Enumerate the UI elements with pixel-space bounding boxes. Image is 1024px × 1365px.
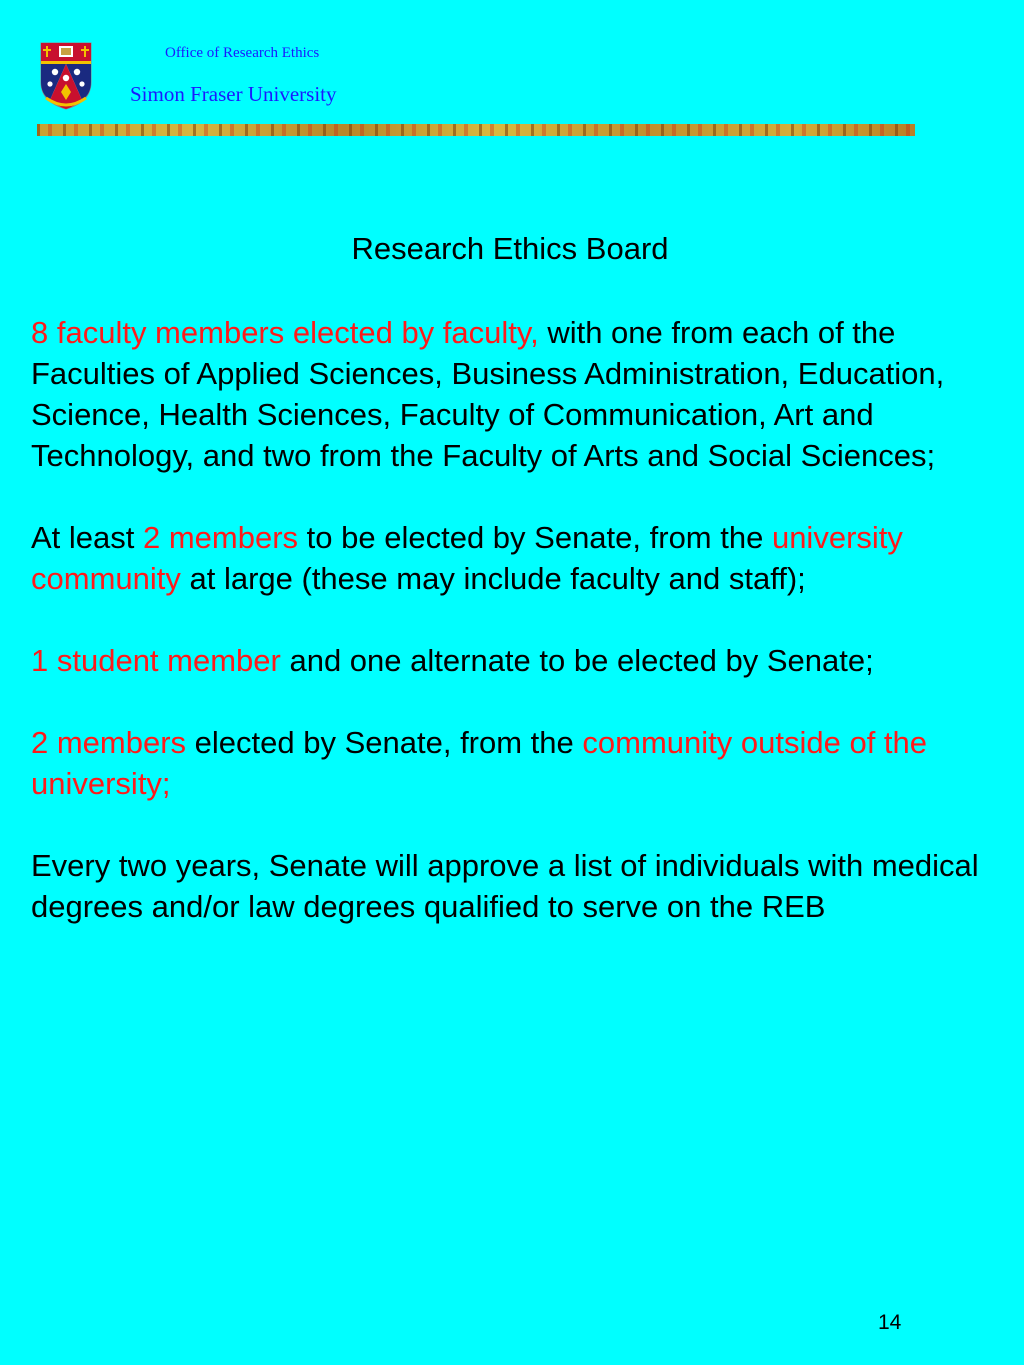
- decorative-banner-divider: [37, 124, 915, 136]
- faculty-members-highlight: 8 faculty members elected by faculty,: [31, 315, 539, 350]
- student-member-paragraph: [31, 640, 1001, 681]
- senate-text-part2: to be elected by Senate, from the: [298, 520, 772, 555]
- university-name: Simon Fraser University: [130, 82, 337, 106]
- senate-text-part3: at large (these may include faculty and staff);: [180, 561, 806, 596]
- outside-community-highlight: community outside of the university;: [31, 725, 928, 801]
- page-title: Research Ethics Board: [351, 231, 669, 266]
- university-community-highlight: university community: [31, 520, 903, 596]
- community-members-paragraph: [31, 722, 1001, 804]
- page-number: 14: [878, 1311, 902, 1334]
- senate-members-highlight: 2 members: [143, 520, 299, 555]
- faculty-members-text: with one from each of the Faculties of Applied Sciences, Business Administration, Education, Science, Health Sciences, Faculty of Communication, Art and Technology, and two from the Faculty of Arts and Social Sciences;: [31, 315, 945, 473]
- board-composition-text: [31, 312, 1001, 968]
- office-name: Office of Research Ethics: [165, 45, 320, 61]
- senate-text-part1: At least: [31, 520, 143, 555]
- senate-members-paragraph: [31, 517, 1001, 599]
- community-text-part1: elected by Senate, from the: [186, 725, 583, 760]
- student-member-text: and one alternate to be elected by Senate;: [280, 643, 874, 678]
- qualified-individuals-paragraph: Every two years, Senate will approve a list of individuals with medical degrees and/or law degrees qualified to serve on the REB: [31, 848, 979, 924]
- community-members-highlight: 2 members: [31, 725, 187, 760]
- university-crest-logo: [40, 42, 92, 110]
- student-member-highlight: 1 student member: [31, 643, 281, 678]
- faculty-members-paragraph: [31, 312, 1001, 476]
